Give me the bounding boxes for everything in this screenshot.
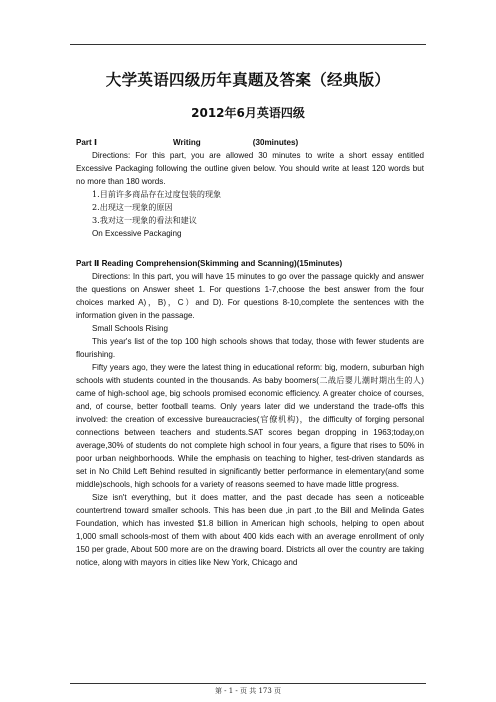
section-spacer: [76, 240, 424, 253]
footer-rule: [70, 683, 426, 684]
part1-label: Part Ⅰ: [76, 138, 98, 147]
part1-time: (30minutes): [252, 138, 299, 147]
exam-subtitle: 2012年6月英语四级: [191, 106, 305, 120]
passage-paragraph-1: This year's list of the top 100 high schools shows that today, those with fewer students are flourishing.: [76, 337, 424, 359]
outline-item-2: 2.出现这一现象的原因: [92, 202, 173, 212]
passage-paragraph-3: Size isn't everything, but it does matter, and the past decade has seen a noticeable countertrend toward smaller schools. This has been due ,in part ,to the Bill and Melinda Gates Foundation, which has invested $1.8 billion in American high schools, helping to open about 1,000 small schools-most of them with about 400 kids each with an average enrollment of only 150 per grade, About 500 more are on the drawing board. Districts all over the country are taking notice, along with mayors in cities like New York, Chicago and: [76, 493, 424, 567]
page-footer: 第 - 1 - 页 共 173 页: [214, 687, 282, 695]
passage-paragraph-2: Fifty years ago, they were the latest thing in educational reform: big, modern, suburban high schools with students counted in the thousands. As baby boomers(二战后婴儿潮时期出生的人) came of high-school age, big schools promised economic efficiency. A greater choice of courses, and, of course, better football teams. Only years later did we understand the trade-offs this involved: the creation of excessive bureaucracies(官僚机构)，the difficulty of forging personal connections between teachers and students.SAT scores began dropping in 1963;today,on average,30% of students do not complete high school in four years, a figure that rises to 50% in poor urban neighborhoods. While the emphasis on teaching to higher, test-driven standards as set in No Child Left Behind resulted in significantly better performance in elementary(and some middle)schools, high schools for a variety of reasons seemed to have made little progress.: [76, 363, 424, 489]
part2-directions: Directions: In this part, you will have 15 minutes to go over the passage quickly and answer the questions on Answer sheet 1. For questions 1-7,choose the best answer from the four choices marked A)，B)，C）and D). For questions 8-10,complete the sentences with the information given in the passage.: [76, 272, 424, 320]
passage-title: Small Schools Rising: [92, 324, 169, 333]
part1-directions: Directions: For this part, you are allowed 30 minutes to write a short essay entitled Excessive Packaging following the outline given below. You should write at least 120 words but no more than 180 words.: [76, 151, 424, 186]
outline-item-1: 1.目前许多商品存在过度包装的现象: [92, 189, 222, 199]
part2-heading: Part Ⅱ Reading Comprehension(Skimming and Scanning)(15minutes): [76, 259, 343, 268]
essay-title: On Excessive Packaging: [92, 229, 182, 238]
header-rule: [70, 44, 426, 45]
document-body: [76, 132, 424, 569]
outline-item-3: 3.我对这一现象的看法和建议: [92, 215, 197, 225]
part1-name: Writing: [173, 138, 201, 147]
page-title: 大学英语四级历年真题及答案（经典版）: [105, 71, 391, 89]
part1-heading: [76, 136, 424, 149]
